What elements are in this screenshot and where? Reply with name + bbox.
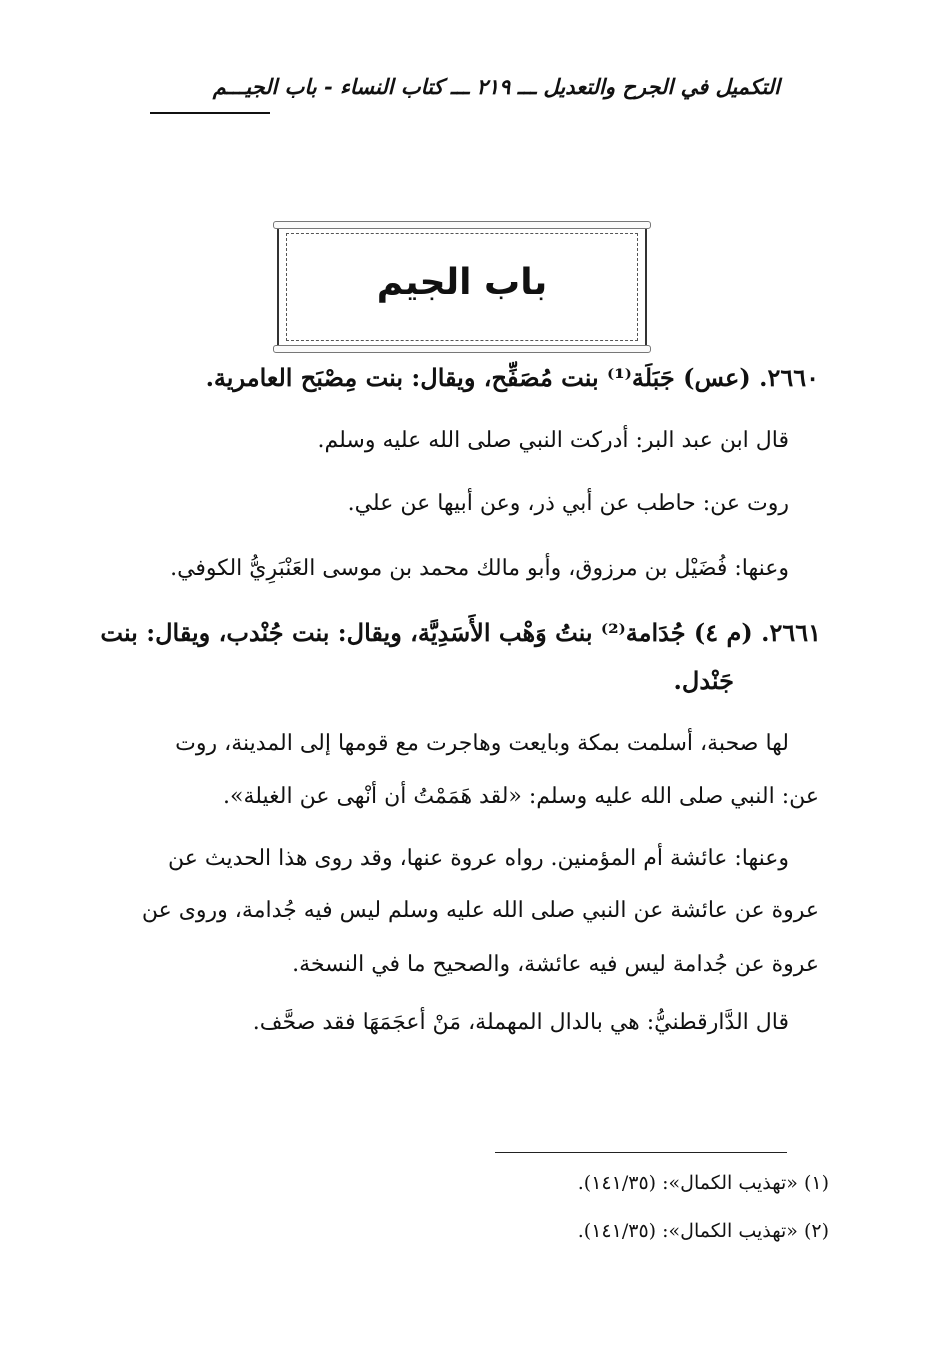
text-line: وعنها: عائشة أم المؤمنين. رواه عروة عنها، وقد روى هذا الحديث عن: [168, 846, 789, 871]
text-line: عروة عن جُدامة ليس فيه عائشة، والصحيح ما في النسخة.: [292, 952, 819, 977]
text-line: روت عن: حاطب عن أبي ذر، وعن أبيها عن علي.: [347, 491, 789, 516]
text-line: وعنها: فُضَيْل بن مرزوق، وأبو مالك محمد بن موسى العَنْبَرِيُّ الكوفي.: [170, 556, 789, 581]
footnote-2: (٢) «تهذيب الكمال»: (١٤١/٣٥).: [577, 1220, 829, 1242]
entry-2660-heading: ٢٦٦٠. (عس) جَبَلَة⁽¹⁾ بنت مُصَفِّح، ويقال: بنت مِصْبَح العامرية.: [205, 363, 819, 392]
frame-scroll-top: [273, 221, 651, 229]
entry-2661-heading-cont: جَنْدل.: [673, 666, 734, 695]
footnote-1: (١) «تهذيب الكمال»: (١٤١/٣٥).: [577, 1172, 829, 1194]
chapter-title-frame: [277, 224, 647, 350]
text-line: لها صحبة، أسلمت بمكة وبايعت وهاجرت مع قومها إلى المدينة، روت: [175, 731, 789, 756]
text-line: قال ابن عبد البر: أدركت النبي صلى الله عليه وسلم.: [317, 428, 789, 453]
text-line: قال الدَّارقطنيُّ: هي بالدال المهملة، مَنْ أعجَمَهَا فقد صحَّف.: [252, 1010, 789, 1035]
running-header: التكميل في الجرح والتعديل ـــ ٢١٩ ـــ كتاب النساء - باب الجيـــم: [212, 74, 780, 99]
header-rule: [150, 112, 270, 114]
entry-2661-heading: ٢٦٦١. (م ٤) جُدَامة⁽²⁾ بنتُ وَهْب الأَسَدِيَّة، ويقال: بنت جُنْدب، ويقال: بنت: [100, 618, 821, 647]
text-line: عن: النبي صلى الله عليه وسلم: «لقد هَمَمْتُ أن أنْهى عن الغيلة».: [222, 784, 819, 809]
frame-scroll-bottom: [273, 345, 651, 353]
chapter-title: باب الجيم: [376, 262, 548, 303]
footnote-separator: [495, 1152, 787, 1153]
text-line: عروة عن عائشة عن النبي صلى الله عليه وسلم ليس فيه جُدامة، وروى عن: [141, 898, 819, 923]
